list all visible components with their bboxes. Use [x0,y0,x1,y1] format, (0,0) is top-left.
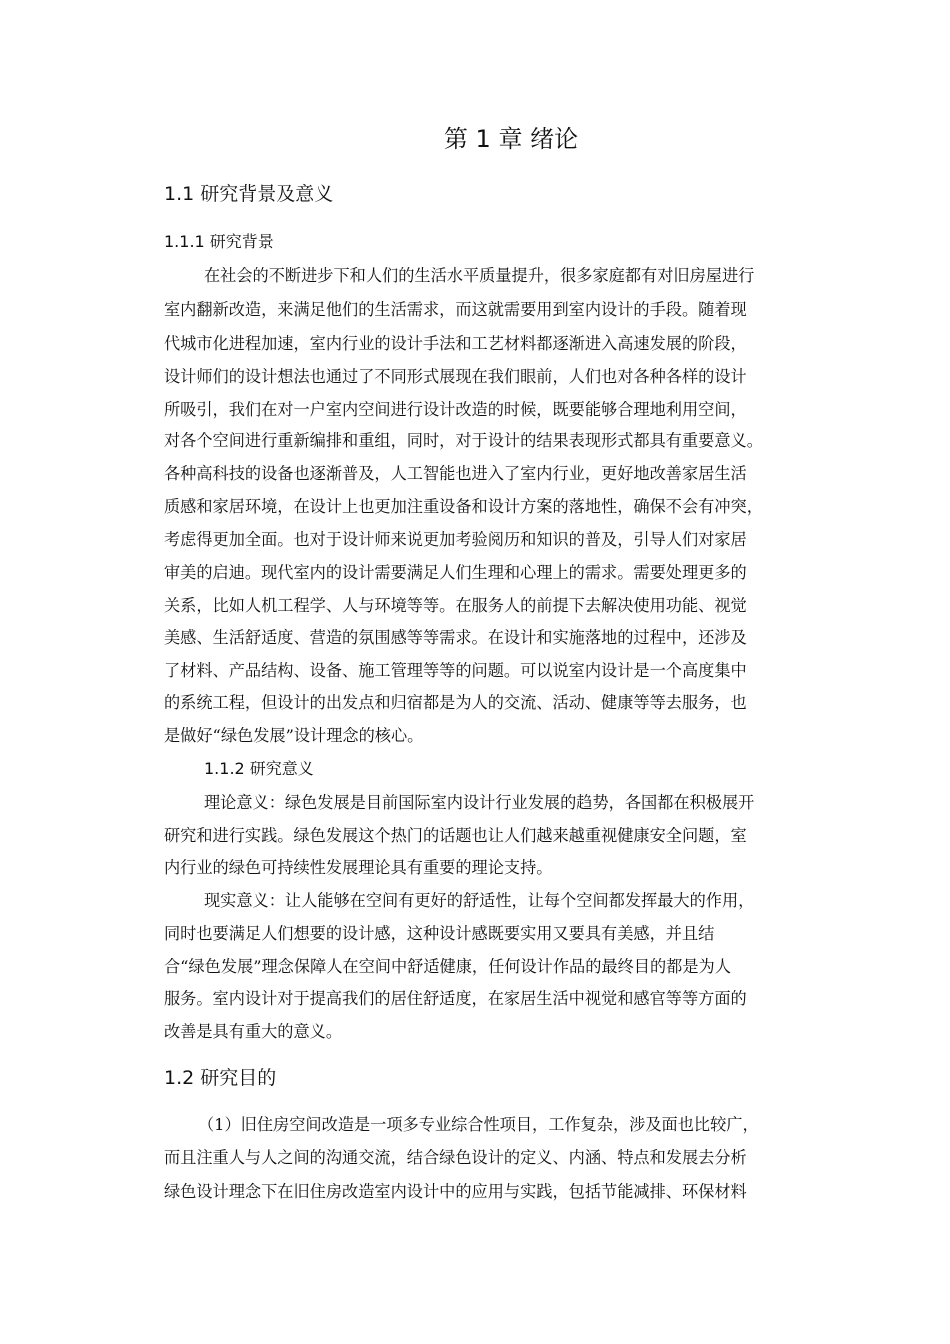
paragraph-line: 的系统工程，但设计的出发点和归宿都是为人的交流、活动、健康等等去服务，也 [164,693,747,712]
paragraph-line: 改善是具有重大的意义。 [164,1022,343,1041]
paragraph-line: 研究和进行实践。绿色发展这个热门的话题也让人们越来越重视健康安全问题，室 [164,826,747,845]
paragraph-line: 所吸引，我们在对一户室内空间进行设计改造的时候，既要能够合理地利用空间， [164,400,747,419]
chapter-title: 第 1 章 绪论 [443,125,579,153]
paragraph-line: 绿色设计理念下在旧住房改造室内设计中的应用与实践，包括节能减排、环保材料 [164,1182,747,1201]
paragraph-line: 代城市化进程加速，室内行业的设计手法和工艺材料都逐渐进入高速发展的阶段， [164,334,747,353]
paragraph-line: 是做好“绿色发展”设计理念的核心。 [164,726,424,745]
subsection-heading-1-1-2: 1.1.2 研究意义 [204,759,314,778]
paragraph-line: 考虑得更加全面。也对于设计师来说更加考验阅历和知识的普及，引导人们对家居 [164,530,747,549]
paragraph-line: 服务。室内设计对于提高我们的居住舒适度，在家居生活中视觉和感官等等方面的 [164,989,747,1008]
paragraph-line: 质感和家居环境，在设计上也更加注重设备和设计方案的落地性，确保不会有冲突， [164,497,763,516]
paragraph-line: 内行业的绿色可持续性发展理论具有重要的理论支持。 [164,858,553,877]
paragraph-line: 理论意义：绿色发展是目前国际室内设计行业发展的趋势，各国都在积极展开 [204,793,755,812]
section-heading-1-1: 1.1 研究背景及意义 [164,183,334,205]
paragraph-line: 合“绿色发展”理念保障人在空间中舒适健康，任何设计作品的最终目的都是为人 [164,957,731,976]
paragraph-line: 设计师们的设计想法也通过了不同形式展现在我们眼前，人们也对各种各样的设计 [164,367,747,386]
paragraph-line: 了材料、产品结构、设备、施工管理等等的问题。可以说室内设计是一个高度集中 [164,661,747,680]
paragraph-line: 关系，比如人机工程学、人与环境等等。在服务人的前提下去解决使用功能、视觉 [164,596,747,615]
subsection-heading-1-1-1: 1.1.1 研究背景 [164,232,274,251]
paragraph-line: 在社会的不断进步下和人们的生活水平质量提升，很多家庭都有对旧房屋进行 [204,266,755,285]
paragraph-line: 各种高科技的设备也逐渐普及，人工智能也进入了室内行业，更好地改善家居生活 [164,464,747,483]
paragraph-line: 美感、生活舒适度、营造的氛围感等等需求。在设计和实施落地的过程中，还涉及 [164,628,747,647]
paragraph-line: 对各个空间进行重新编排和重组，同时，对于设计的结果表现形式都具有重要意义。 [164,431,763,450]
paragraph-line: （1）旧住房空间改造是一项多专业综合性项目，工作复杂，涉及面也比较广， [198,1115,759,1134]
paragraph-line: 现实意义：让人能够在空间有更好的舒适性，让每个空间都发挥最大的作用， [204,891,755,910]
section-heading-1-2: 1.2 研究目的 [164,1067,277,1089]
paragraph-line: 而且注重人与人之间的沟通交流，结合绿色设计的定义、内涵、特点和发展去分析 [164,1148,747,1167]
paragraph-line: 室内翻新改造，来满足他们的生活需求，而这就需要用到室内设计的手段。随着现 [164,300,747,319]
paragraph-line: 审美的启迪。现代室内的设计需要满足人们生理和心理上的需求。需要处理更多的 [164,563,747,582]
paragraph-line: 同时也要满足人们想要的设计感，这种设计感既要实用又要具有美感，并且结 [164,924,715,943]
